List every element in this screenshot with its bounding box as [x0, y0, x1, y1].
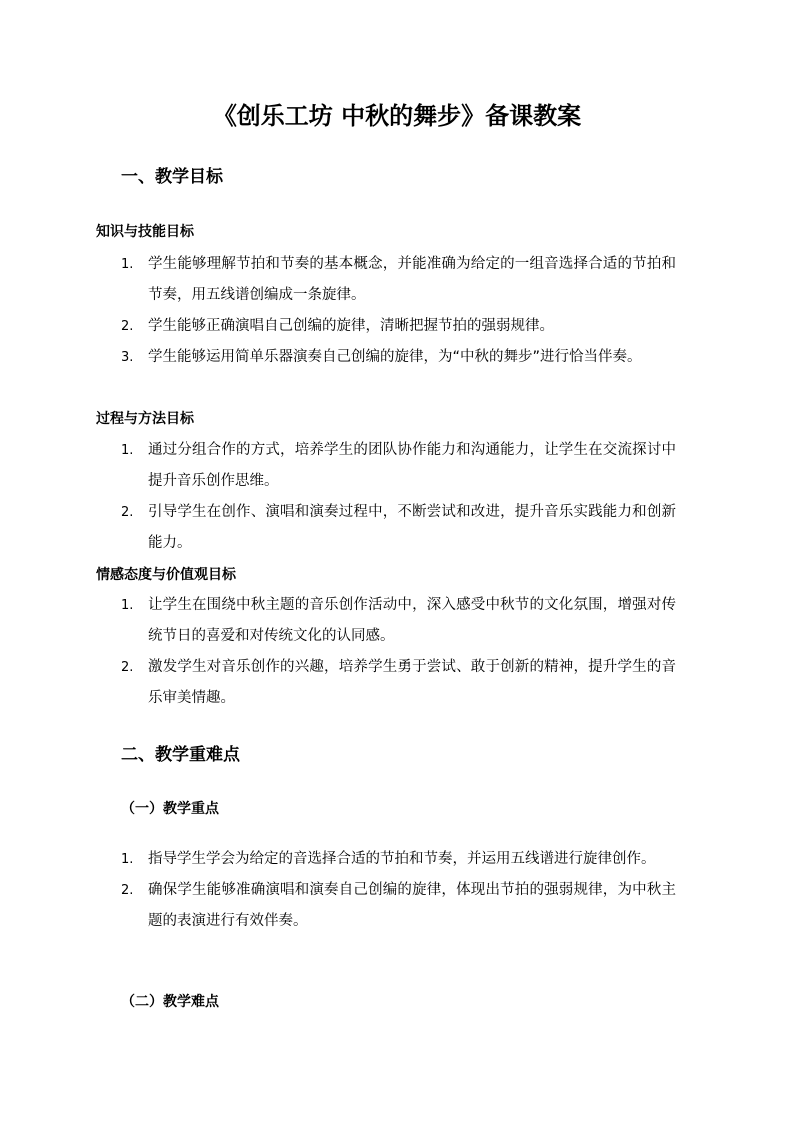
knowledge-objectives-list — [0, 249, 676, 373]
subheading-teaching-difficulty: （二）教学难点 — [121, 994, 219, 1010]
teaching-focus-list — [0, 844, 676, 937]
list-item — [0, 249, 676, 311]
list-text: 让学生在围绕中秋主题的音乐创作活动中，深入感受中秋节的文化氛围，增强对传统节日的喜爱和对传统文化的认同感。 — [148, 597, 676, 644]
list-text: 学生能够理解节拍和节奏的基本概念，并能准确为给定的一组音选择合适的节拍和节奏，用五线谱创编成一条旋律。 — [148, 256, 676, 303]
list-text: 引导学生在创作、演唱和演奏过程中，不断尝试和改进，提升音乐实践能力和创新能力。 — [148, 504, 676, 551]
list-item — [0, 875, 676, 937]
list-number: 2. — [121, 505, 134, 520]
section-heading-key-points: 二、教学重难点 — [121, 745, 240, 765]
section-heading-objectives: 一、教学目标 — [121, 167, 223, 187]
list-number: 2. — [121, 883, 134, 898]
list-number: 2. — [121, 319, 134, 334]
list-text: 指导学生学会为给定的音选择合适的节拍和节奏，并运用五线谱进行旋律创作。 — [148, 851, 656, 867]
list-item — [0, 311, 676, 342]
list-number: 3. — [121, 350, 134, 365]
list-number: 1. — [121, 598, 134, 613]
list-text: 通过分组合作的方式，培养学生的团队协作能力和沟通能力，让学生在交流探讨中提升音乐创作思维。 — [148, 442, 676, 489]
list-text: 激发学生对音乐创作的兴趣，培养学生勇于尝试、敢于创新的精神，提升学生的音乐审美情趣。 — [148, 659, 676, 706]
subheading-emotion-values: 情感态度与价值观目标 — [96, 567, 236, 583]
list-item — [0, 844, 676, 875]
list-item — [0, 652, 676, 714]
document-title: 《创乐工坊 中秋的舞步》备课教案 — [212, 102, 582, 130]
list-item — [0, 435, 676, 497]
subheading-teaching-focus: （一）教学重点 — [121, 801, 219, 817]
list-item — [0, 342, 676, 373]
list-text: 学生能够运用简单乐器演奏自己创编的旋律，为“中秋的舞步”进行恰当伴奏。 — [148, 349, 642, 365]
list-number: 1. — [121, 257, 134, 272]
list-number: 1. — [121, 443, 134, 458]
emotion-objectives-list — [0, 590, 676, 714]
subheading-knowledge-skills: 知识与技能目标 — [96, 224, 194, 240]
list-text: 学生能够正确演唱自己创编的旋律，清晰把握节拍的强弱规律。 — [148, 318, 554, 334]
process-objectives-list — [0, 435, 676, 559]
list-number: 1. — [121, 852, 134, 867]
list-text: 确保学生能够准确演唱和演奏自己创编的旋律，体现出节拍的强弱规律，为中秋主题的表演进行有效伴奏。 — [148, 882, 676, 929]
subheading-process-methods: 过程与方法目标 — [96, 411, 194, 427]
list-item — [0, 590, 676, 652]
list-item — [0, 497, 676, 559]
list-number: 2. — [121, 660, 134, 675]
